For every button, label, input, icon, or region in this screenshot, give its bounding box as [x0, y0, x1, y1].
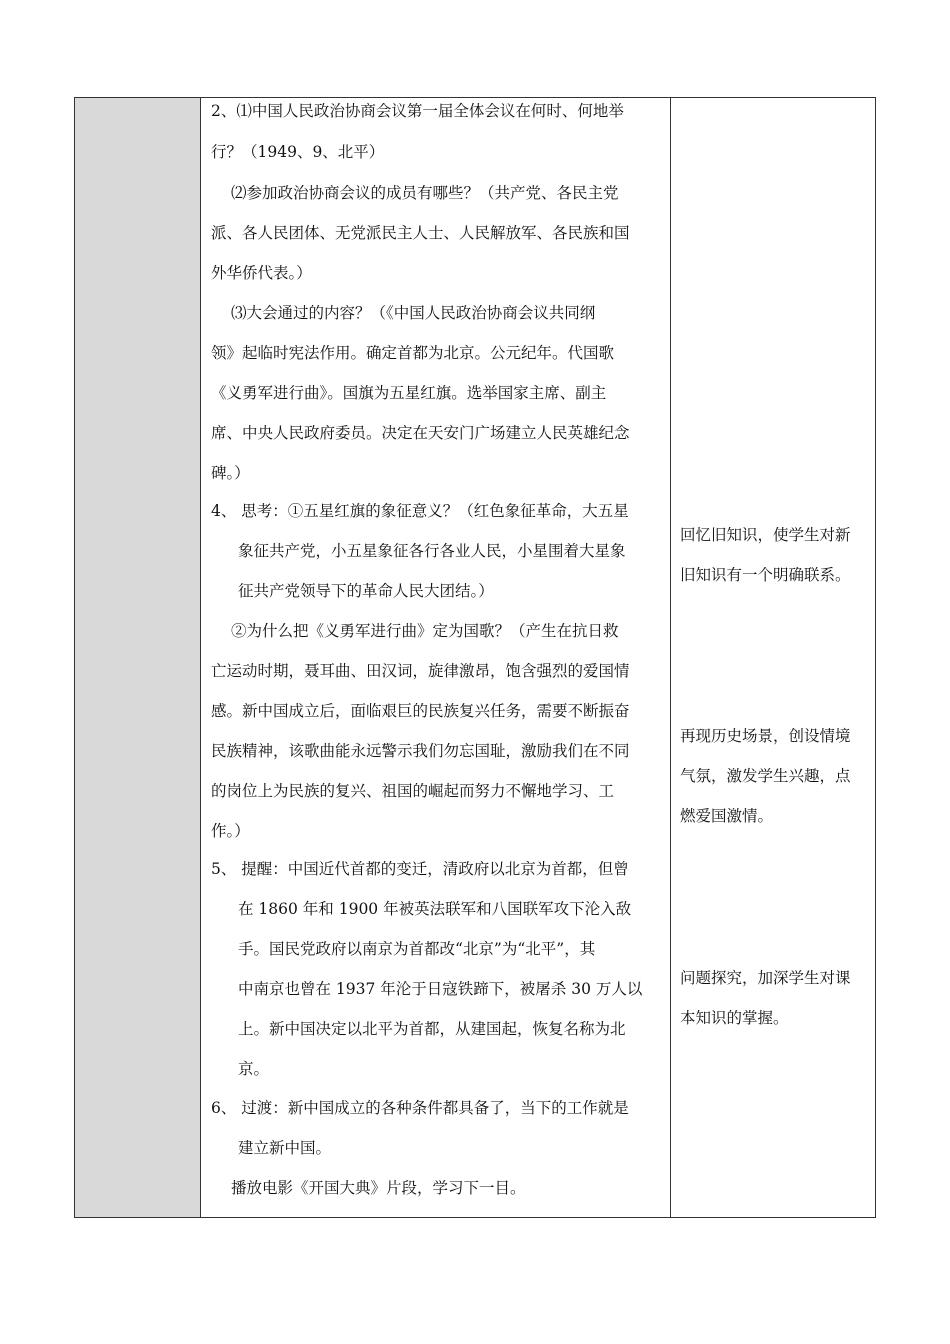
design-intent-cell — [671, 98, 875, 1217]
content-line: 外华侨代表。） — [211, 264, 312, 282]
teaching-content-cell — [201, 98, 671, 1217]
content-line: 在 1860 年和 1900 年被英法联军和八国联军攻下沦入敌 — [238, 900, 632, 918]
content-line: 上。新中国决定以北平为首都，从建国起，恢复名称为北 — [238, 1020, 626, 1038]
content-line: 席、中央人民政府委员。决定在天安门广场建立人民英雄纪念 — [211, 424, 630, 442]
content-line: ⑶大会通过的内容？（《中国人民政治协商会议共同纲 — [231, 304, 596, 322]
content-line: ②为什么把《义勇军进行曲》定为国歌？（产生在抗日救 — [231, 622, 619, 640]
intent-line: 气氛，激发学生兴趣，点 — [680, 767, 851, 785]
intent-line: 问题探究，加深学生对课 — [680, 969, 851, 987]
content-line: 征共产党领导下的革命人民大团结。） — [238, 582, 494, 600]
content-line: 中南京也曾在 1937 年沦于日寇铁蹄下，被屠杀 30 万人以 — [238, 980, 643, 998]
intent-line: 回忆旧知识，使学生对新 — [680, 526, 851, 544]
content-line: 感。新中国成立后，面临艰巨的民族复兴任务，需要不断振奋 — [211, 702, 630, 720]
intent-line: 旧知识有一个明确联系。 — [680, 566, 851, 584]
intent-line: 本知识的掌握。 — [680, 1009, 789, 1027]
content-line: 手。国民党政府以南京为首都改“北京”为“北平”，其 — [238, 940, 596, 958]
content-line: 作。） — [211, 822, 250, 840]
content-line: 5、 提醒：中国近代首都的变迁，清政府以北京为首都，但曾 — [211, 860, 629, 878]
content-line: 6、 过渡：新中国成立的各种条件都具备了，当下的工作就是 — [211, 1099, 629, 1117]
content-line: 4、 思考：①五星红旗的象征意义？（红色象征革命，大五星 — [211, 502, 629, 520]
content-line: 《义勇军进行曲》。国旗为五星红旗。选举国家主席、副主 — [211, 384, 607, 402]
content-line: 民族精神，该歌曲能永远警示我们勿忘国耻，激励我们在不同 — [211, 742, 630, 760]
left-column-cell — [75, 98, 201, 1217]
content-line: 派、各人民团体、无党派民主人士、人民解放军、各民族和国 — [211, 224, 630, 242]
content-line: 亡运动时期，聂耳曲、田汉词，旋律激昂，饱含强烈的爱国情 — [211, 662, 630, 680]
content-line: 京。 — [238, 1060, 270, 1078]
content-line: 碑。） — [211, 464, 250, 482]
lesson-table — [74, 97, 876, 1218]
intent-line: 燃爱国激情。 — [680, 807, 774, 825]
content-line: 2、⑴中国人民政治协商会议第一届全体会议在何时、何地举 — [211, 102, 624, 120]
content-line: 行？（1949、9、北平） — [211, 143, 385, 161]
intent-line: 再现历史场景，创设情境 — [680, 727, 851, 745]
content-line: 建立新中国。 — [238, 1139, 332, 1157]
content-line: ⑵参加政治协商会议的成员有哪些？（共产党、各民主党 — [231, 184, 619, 202]
content-line: 领》起临时宪法作用。确定首都为北京。公元纪年。代国歌 — [211, 344, 615, 362]
content-line: 的岗位上为民族的复兴、祖国的崛起而努力不懈地学习、工 — [211, 782, 615, 800]
content-line: 象征共产党，小五星象征各行各业人民，小星围着大星象 — [238, 542, 626, 560]
content-line: 播放电影《开国大典》片段，学习下一目。 — [231, 1179, 526, 1197]
